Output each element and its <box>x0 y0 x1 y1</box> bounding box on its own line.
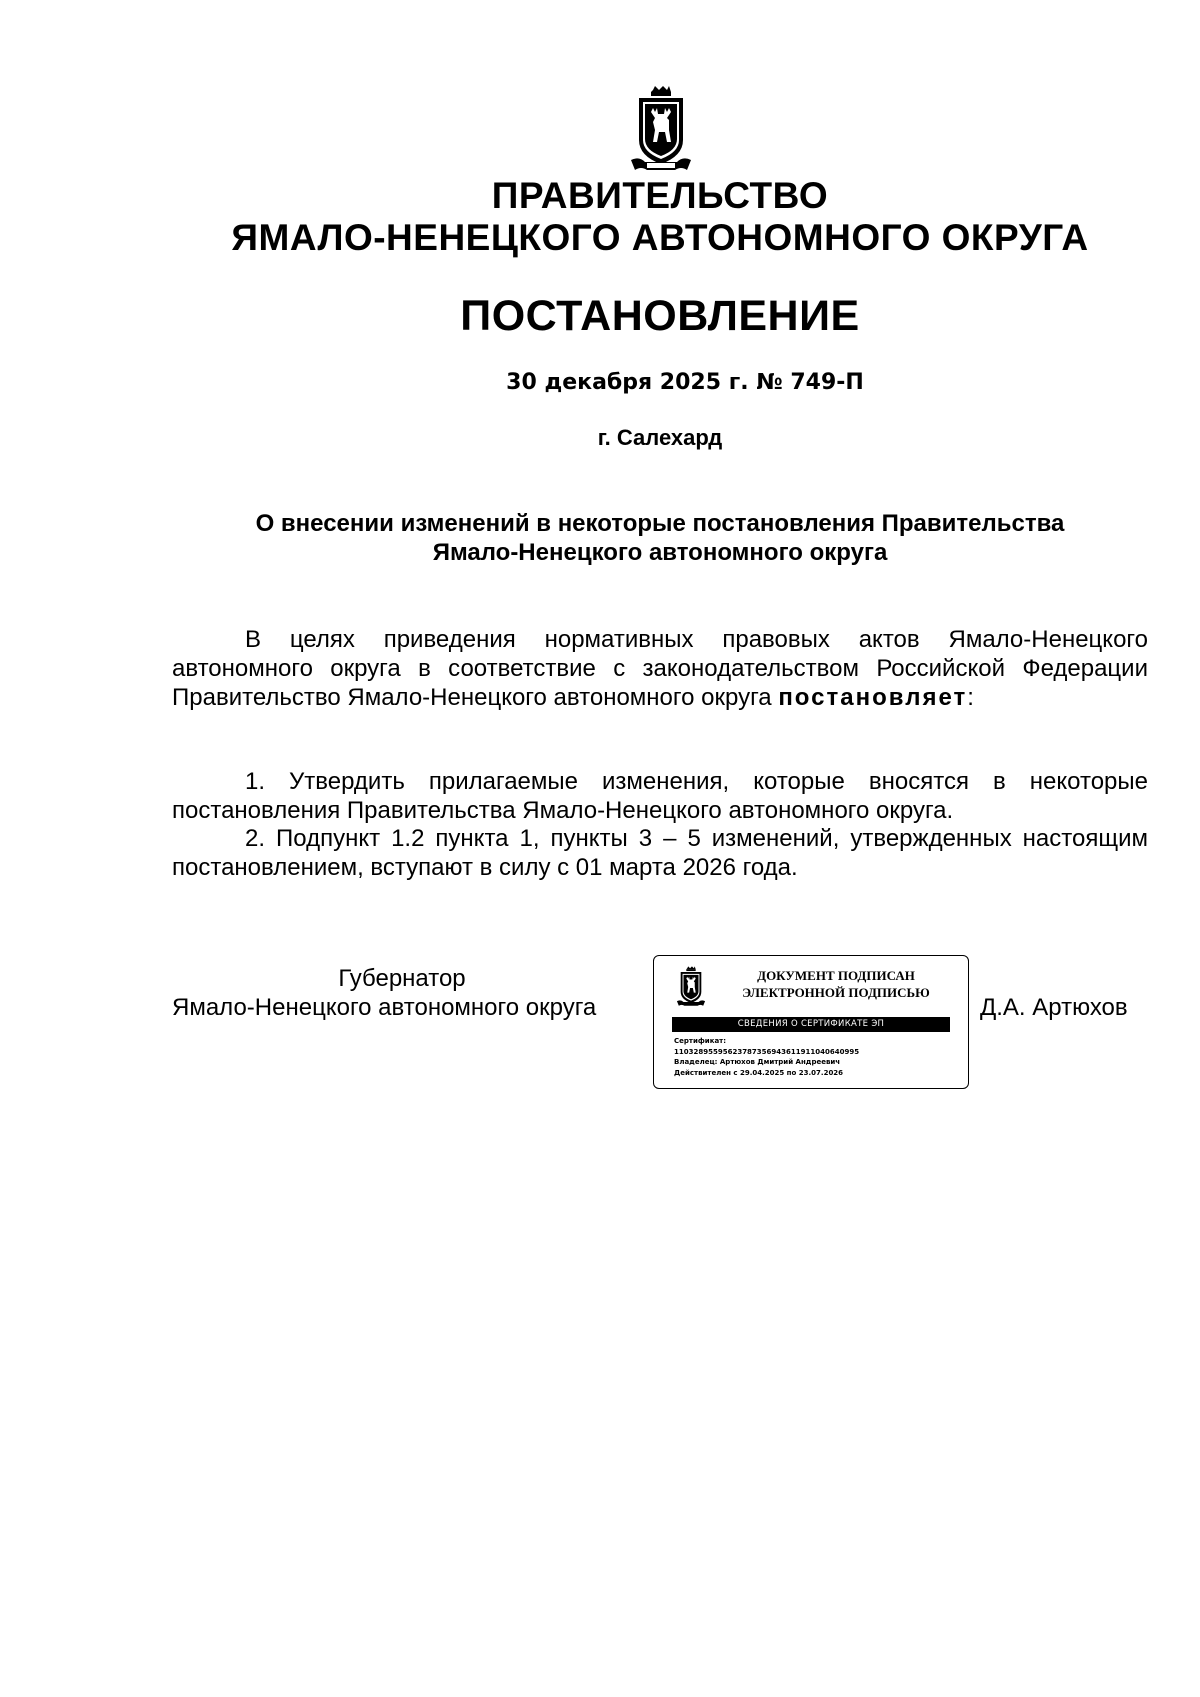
preamble-text: В целях приведения нормативных правовых актов Ямало-Ненецкого автономного округа в соответствие с законодательством Российской Федерации Правительство Ямало-Ненецкого автономного округа <box>172 626 1148 711</box>
item-1-paragraph: 1. Утвердить прилагаемые изменения, которые вносятся в некоторые постановления Правительства Ямало-Ненецкого автономного округа. <box>172 768 1148 824</box>
signatory-name: Д.А. Артюхов <box>980 994 1128 1021</box>
document-date-number: 30 декабря 2025 г. № 749-П <box>506 370 864 395</box>
stamp-certificate-bar: СВЕДЕНИЯ О СЕРТИФИКАТЕ ЭП <box>672 1017 950 1032</box>
electronic-signature-stamp <box>653 955 969 1089</box>
document-subject <box>172 509 1148 567</box>
item-2-paragraph: 2. Подпункт 1.2 пункта 1, пункты 3 – 5 изменений, утвержденных настоящим постановлением, вступают в силу с 01 марта 2026 года. <box>172 825 1148 881</box>
yamal-coat-of-arms-icon <box>629 86 693 174</box>
signatory-position-line1: Губернатор <box>338 965 466 992</box>
resolves-word: постановляет <box>778 684 968 711</box>
stamp-title <box>720 967 952 1001</box>
stamp-owner: Владелец: Артюхов Дмитрий Андреевич <box>674 1058 841 1066</box>
stamp-certificate-info <box>674 1036 954 1078</box>
stamp-validity: Действителен с 29.04.2025 по 23.07.2026 <box>674 1068 844 1077</box>
stamp-certificate-number: 11032895595623787356943611911040640995 <box>674 1047 860 1056</box>
stamp-certificate-label: Сертификат: <box>674 1037 727 1045</box>
resolves-colon: : <box>967 684 974 711</box>
stamp-title-line1: ДОКУМЕНТ ПОДПИСАН <box>757 968 915 983</box>
stamp-title-line2: ЭЛЕКТРОННОЙ ПОДПИСЬЮ <box>742 985 930 1000</box>
document-city: г. Салехард <box>597 425 723 450</box>
yamal-coat-of-arms-icon <box>676 966 706 1008</box>
preamble-paragraph <box>172 625 1148 712</box>
organization-name-line2: ЯМАЛО-НЕНЕЦКОГО АВТОНОМНОГО ОКРУГА <box>231 217 1089 258</box>
document-subject-line2: Ямало-Ненецкого автономного округа <box>432 539 888 566</box>
document-subject-line1: О внесении изменений в некоторые постановления Правительства <box>255 510 1065 537</box>
signatory-position-line2: Ямало-Ненецкого автономного округа <box>172 994 597 1021</box>
organization-name-line1: ПРАВИТЕЛЬСТВО <box>491 175 829 216</box>
document-type: ПОСТАНОВЛЕНИЕ <box>460 292 860 340</box>
